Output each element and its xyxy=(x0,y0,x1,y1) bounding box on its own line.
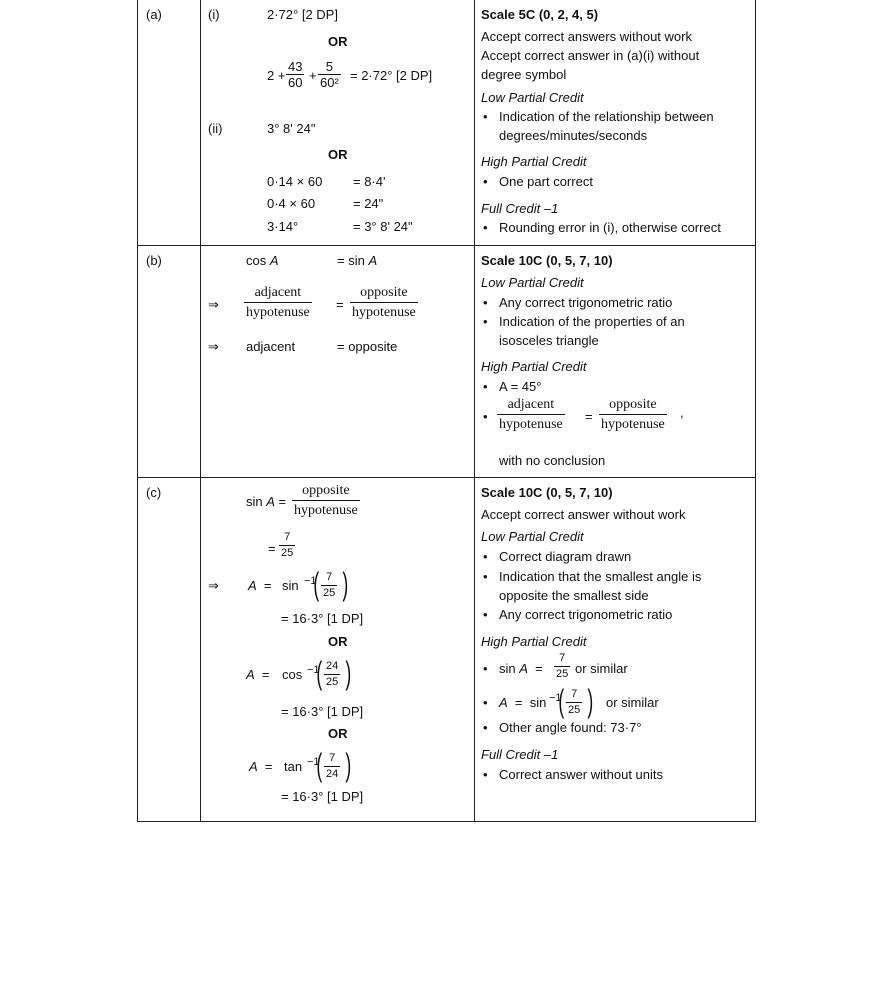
part-c-fraction-7-24: 7 24 xyxy=(326,752,339,780)
part-a-or-1: OR xyxy=(328,34,348,49)
part-c-high-title: High Partial Credit xyxy=(481,634,587,649)
part-a-full-item-0: Rounding error in (i), otherwise correct xyxy=(499,220,721,235)
part-c-fraction-opposite-hypotenuse: opposite hypotenuse xyxy=(294,483,358,518)
part-b-high-fraction-opposite: opposite hypotenuse xyxy=(601,397,665,432)
part-a-note-1: Accept correct answer in (a)(i) without xyxy=(481,48,700,63)
part-c-high-sin: sin A = xyxy=(499,661,543,676)
part-c-equals: = xyxy=(268,541,276,556)
part-a-high-item-0: One part correct xyxy=(499,174,593,189)
bullet: • xyxy=(483,379,488,394)
part-b-high-fraction-adjacent: adjacent hypotenuse xyxy=(499,397,563,432)
row-divider-ab xyxy=(137,245,756,246)
left-paren: ( xyxy=(316,655,323,691)
part-a-or-2: OR xyxy=(328,147,348,162)
part-a-calc-right-1: = 24" xyxy=(353,196,384,211)
part-c-label: (c) xyxy=(146,485,162,500)
part-a-sub-ii: (ii) xyxy=(208,121,223,136)
bullet: • xyxy=(483,549,488,564)
bullet: • xyxy=(483,109,488,124)
part-c-low-item-3: Any correct trigonometric ratio xyxy=(499,607,673,622)
part-c-high-fraction-7-25: 7 25 xyxy=(556,652,569,680)
part-c-fraction-7-25: 7 25 xyxy=(281,531,294,559)
part-b-low-item-2: isosceles triangle xyxy=(499,333,599,348)
bullet: • xyxy=(483,220,488,235)
part-b-no-conclusion: with no conclusion xyxy=(499,453,606,468)
part-c-fraction-7-25-sin: 7 25 xyxy=(323,571,336,599)
part-c-cos-inverse: cos xyxy=(282,667,303,682)
part-c-sin-inverse: sin xyxy=(282,578,299,593)
right-paren: ) xyxy=(345,655,352,691)
part-c-high-a-sin: A = sin xyxy=(499,695,547,710)
part-c-result-1: = 16·3° [1 DP] xyxy=(281,611,364,626)
part-b-cos-a: cos A xyxy=(246,253,279,268)
part-c-a-eq-2: A = xyxy=(246,667,270,682)
part-c-result-2: = 16·3° [1 DP] xyxy=(281,704,364,719)
table-left-border xyxy=(137,0,138,822)
part-b-fraction-adjacent-hypotenuse: adjacent hypotenuse xyxy=(246,285,310,320)
part-b-high-equals: = xyxy=(585,409,593,424)
part-c-minus-one: −1 xyxy=(304,575,317,587)
part-b-low-title: Low Partial Credit xyxy=(481,275,584,290)
part-b-low-item-0: Any correct trigonometric ratio xyxy=(499,295,673,310)
bullet: • xyxy=(483,314,488,329)
part-b-low-item-1: Indication of the properties of an xyxy=(499,314,685,329)
part-b-eq-sin-a: = sin A xyxy=(337,253,378,268)
implies-arrow-icon: ⇒ xyxy=(208,578,219,593)
part-a-answer-ii: 3° 8' 24" xyxy=(267,121,316,136)
part-a-label: (a) xyxy=(146,7,162,22)
part-a-plus: + xyxy=(309,68,317,83)
right-paren: ) xyxy=(587,683,594,719)
part-c-note-0: Accept correct answer without work xyxy=(481,507,686,522)
bullet: • xyxy=(483,695,488,710)
part-c-or-1: OR xyxy=(328,634,348,649)
bullet: • xyxy=(483,720,488,735)
row-divider-bc xyxy=(137,477,756,478)
part-a-calc-left-0: 0·14 × 60 xyxy=(267,174,323,189)
table-right-border xyxy=(755,0,756,822)
part-c-a-eq-3: A = xyxy=(249,759,273,774)
part-c-full-title: Full Credit –1 xyxy=(481,747,559,762)
part-c-high-fraction-7-25-b: 7 25 xyxy=(568,688,581,716)
part-b-comma: , xyxy=(680,405,684,420)
part-a-sub-i: (i) xyxy=(208,7,220,22)
bullet: • xyxy=(483,767,488,782)
part-a-answer-i: 2·72° [2 DP] xyxy=(267,7,338,22)
part-c-scale: Scale 10C (0, 5, 7, 10) xyxy=(481,485,613,500)
implies-arrow-icon: ⇒ xyxy=(208,339,219,354)
left-paren: ( xyxy=(316,747,323,783)
right-paren: ) xyxy=(342,566,349,602)
part-c-full-item-0: Correct answer without units xyxy=(499,767,664,782)
part-c-minus-one: −1 xyxy=(307,664,320,676)
part-c-low-item-2: opposite the smallest side xyxy=(499,588,649,603)
part-b-label: (b) xyxy=(146,253,162,268)
part-a-expr-lead: 2 + xyxy=(267,68,286,83)
table-col1-border xyxy=(200,0,201,822)
part-a-expr-result: = 2·72° [2 DP] xyxy=(350,68,433,83)
part-b-equals: = xyxy=(336,297,344,312)
part-c-result-3: = 16·3° [1 DP] xyxy=(281,789,364,804)
bullet: • xyxy=(483,174,488,189)
bullet: • xyxy=(483,661,488,676)
part-a-note-0: Accept correct answers without work xyxy=(481,29,692,44)
part-b-high-title: High Partial Credit xyxy=(481,359,587,374)
part-a-fraction-43-60: 43 60 xyxy=(288,59,303,90)
part-c-minus-one: −1 xyxy=(549,692,562,704)
bullet: • xyxy=(483,295,488,310)
part-c-sin-a-eq: sin A = xyxy=(246,494,287,509)
bullet: • xyxy=(483,607,488,622)
part-c-fraction-24-25: 24 25 xyxy=(326,660,339,688)
left-paren: ( xyxy=(558,683,565,719)
part-c-or-2: OR xyxy=(328,726,348,741)
part-a-scale: Scale 5C (0, 2, 4, 5) xyxy=(481,7,599,22)
part-a-calc-left-2: 3·14° xyxy=(267,219,299,234)
part-a-calc-left-1: 0·4 × 60 xyxy=(267,196,316,211)
table-col2-border xyxy=(474,0,475,822)
part-c-or-similar-2: or similar xyxy=(606,695,659,710)
part-b-scale: Scale 10C (0, 5, 7, 10) xyxy=(481,253,613,268)
part-c-a-eq-1: A = xyxy=(248,578,272,593)
part-a-high-title: High Partial Credit xyxy=(481,154,587,169)
bullet: • xyxy=(483,409,488,424)
right-paren: ) xyxy=(345,747,352,783)
part-a-note-2: degree symbol xyxy=(481,67,567,82)
part-b-adjacent: adjacent xyxy=(246,339,296,354)
part-a-fraction-5-3600: 5 60² xyxy=(320,59,339,90)
part-a-low-item-1: degrees/minutes/seconds xyxy=(499,128,648,143)
part-c-minus-one: −1 xyxy=(307,756,320,768)
part-c-tan-inverse: tan xyxy=(284,759,303,774)
part-a-calc-right-2: = 3° 8' 24" xyxy=(353,219,413,234)
bullet: • xyxy=(483,569,488,584)
implies-arrow-icon: ⇒ xyxy=(208,297,219,312)
part-a-low-title: Low Partial Credit xyxy=(481,90,584,105)
part-c-other-angle: Other angle found: 73·7° xyxy=(499,720,642,735)
part-a-low-item-0: Indication of the relationship between xyxy=(499,109,714,124)
part-c-low-title: Low Partial Credit xyxy=(481,529,584,544)
part-c-low-item-0: Correct diagram drawn xyxy=(499,549,632,564)
part-b-eq-opposite: = opposite xyxy=(337,339,398,354)
part-a-calc-right-0: = 8·4' xyxy=(353,174,386,189)
table-bottom-border xyxy=(137,821,756,822)
left-paren: ( xyxy=(313,566,320,602)
part-c-low-item-1: Indication that the smallest angle is xyxy=(499,569,702,584)
part-b-fraction-opposite-hypotenuse: opposite hypotenuse xyxy=(352,285,416,320)
part-c-or-similar-1: or similar xyxy=(575,661,628,676)
part-a-full-title: Full Credit –1 xyxy=(481,201,559,216)
part-b-high-item-0: A = 45° xyxy=(499,379,542,394)
